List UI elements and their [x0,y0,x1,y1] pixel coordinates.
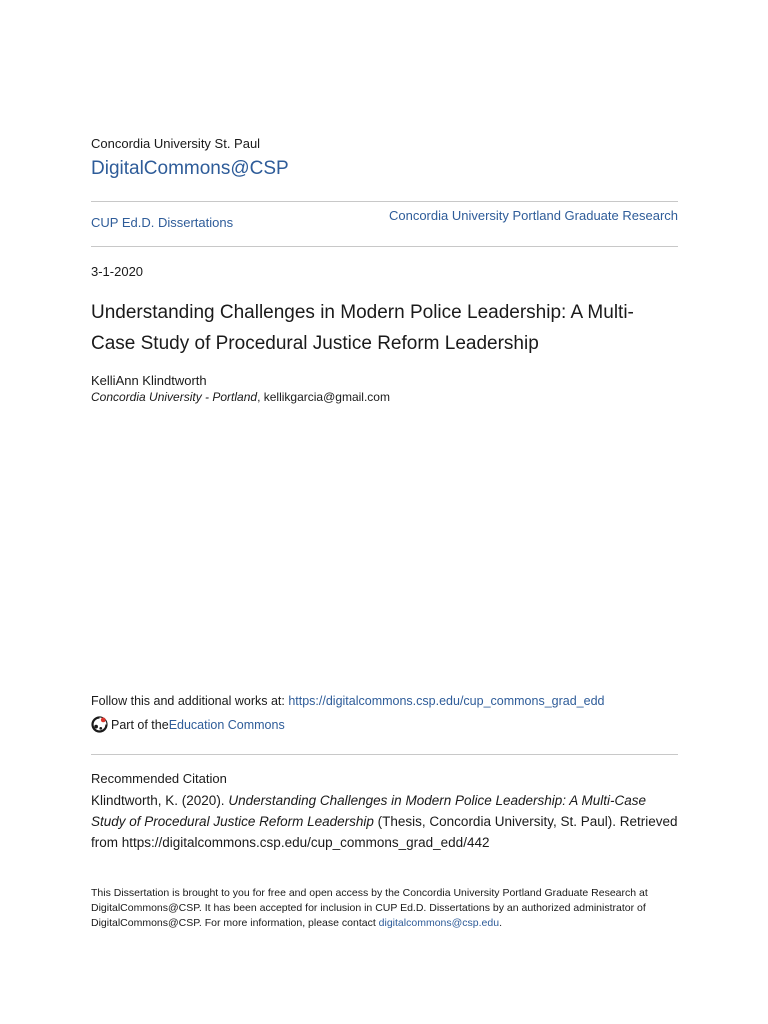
access-statement-text: This Dissertation is brought to you for free and open access by the Concordia University Portland Graduate Research at DigitalCommons@CSP. It has been accepted for inclusion in CUP Ed.D. Dissertations by an authorized administrator of DigitalCommons@CSP. For more information, please contact [91,887,648,929]
part-of-prefix: Part of the [111,717,169,732]
citation-prefix: Klindtworth, K. (2020). [91,793,229,808]
publication-date: 3-1-2020 [91,264,144,279]
access-statement-end: . [499,917,502,929]
author-email: kellikgarcia@gmail.com [263,390,390,404]
author-name: KelliAnn Klindtworth [91,373,207,388]
commons-network-icon [91,716,108,733]
follow-line [91,694,604,708]
citation-text [91,790,678,853]
document-title: Understanding Challenges in Modern Police Leadership: A Multi-Case Study of Procedural Justice Reform Leadership [91,302,634,354]
affiliation-separator: , [257,390,264,404]
citation-title: Understanding Challenges in Modern Police Leadership: A Multi-Case Study of Procedural Justice Reform Leadership [91,793,647,829]
citation-suffix: (Thesis, Concordia University, St. Paul). Retrieved from https://digitalcommons.csp.edu/cup_commons_grad_edd/442 [91,814,678,850]
institution-name: Concordia University St. Paul [91,136,261,151]
divider-series [91,246,678,247]
follow-url-link[interactable]: https://digitalcommons.csp.edu/cup_commons_grad_edd [288,694,605,708]
citation-heading: Recommended Citation [91,771,227,786]
cover-page [91,0,678,1024]
part-of-line [91,716,285,733]
series-link-dissertations[interactable]: CUP Ed.D. Dissertations [91,215,234,230]
access-statement [91,886,678,931]
divider-top [91,201,678,202]
divider-citation [91,754,678,755]
series-link-graduate-research[interactable]: Concordia University Portland Graduate Research [388,208,678,223]
author-affiliation: Concordia University - Portland [91,390,258,404]
author-affiliation-line [91,390,390,404]
repository-link[interactable]: DigitalCommons@CSP [91,158,289,179]
follow-prefix: Follow this and additional works at: [91,694,289,708]
education-commons-link[interactable]: Education Commons [168,717,285,732]
contact-email-link[interactable]: digitalcommons@csp.edu [378,917,500,929]
